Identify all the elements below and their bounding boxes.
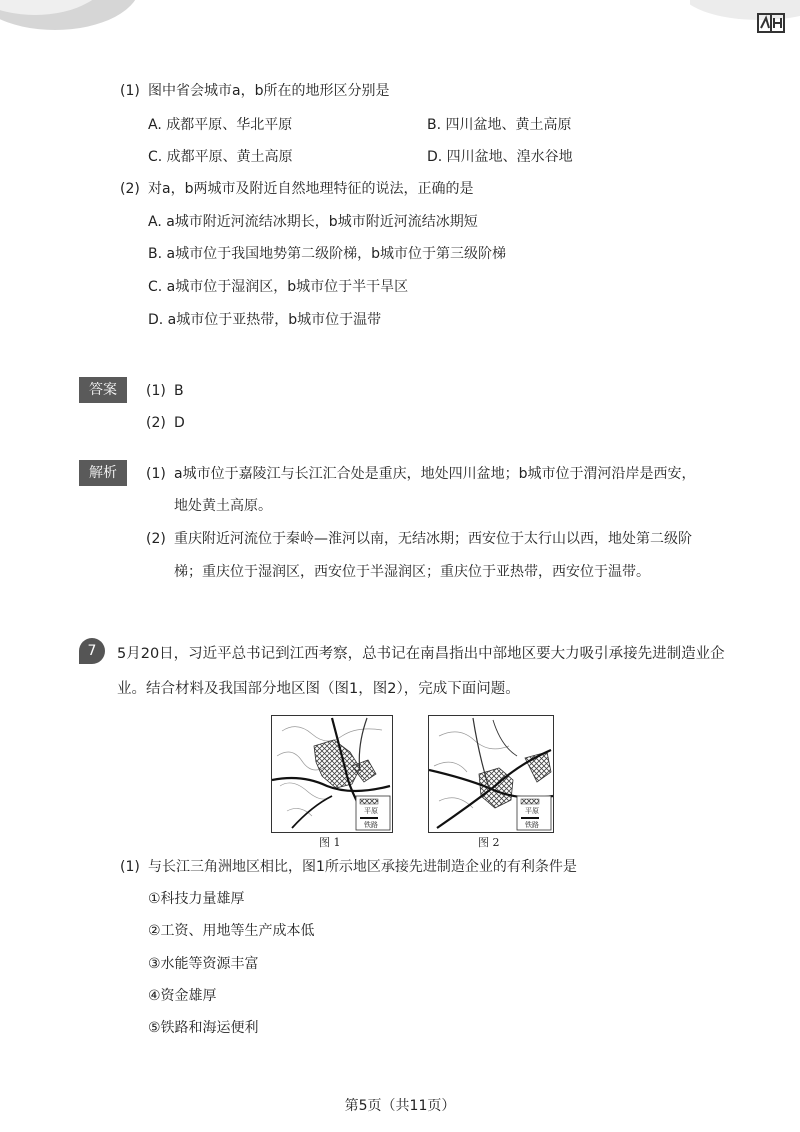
figure-1-legend-rail: 铁路	[364, 821, 378, 829]
figure-2-map	[428, 715, 554, 833]
q6-sub1-option-a[interactable]: A. 成都平原、华北平原	[148, 117, 293, 133]
q7-sub1-item: ②工资、用地等生产成本低	[148, 923, 315, 939]
analysis-2-line-2: 梯；重庆位于湿润区，西安位于半湿润区；重庆位于亚热带，西安位于温带。	[174, 564, 650, 580]
answer-2-number: (2)	[146, 415, 166, 431]
analysis-1-line-1: a城市位于嘉陵江与长江汇合处是重庆，地处四川盆地；b城市位于渭河沿岸是西安，	[174, 466, 696, 482]
figure-1-caption: 图 1	[319, 836, 341, 849]
figure-1-legend-plain: 平原	[364, 807, 378, 815]
question-7-badge: 7	[79, 638, 105, 664]
analysis-1-line-2: 地处黄土高原。	[174, 498, 272, 514]
q7-sub1-item: ③水能等资源丰富	[148, 956, 259, 972]
q6-sub1-option-c[interactable]: C. 成都平原、黄土高原	[148, 149, 293, 165]
q6-sub2-option-d[interactable]: D. a城市位于亚热带，b城市位于温带	[148, 312, 382, 328]
corner-decoration	[0, 0, 140, 40]
q6-sub2-number: (2)	[120, 181, 140, 197]
q6-sub1-option-b[interactable]: B. 四川盆地、黄土高原	[427, 117, 572, 133]
answer-1-number: (1)	[146, 383, 166, 399]
figure-1-map	[271, 715, 393, 833]
q7-stem-line-2: 业。结合材料及我国部分地区图（图1，图2），完成下面问题。	[117, 681, 520, 697]
answer-tag: 答案	[79, 377, 127, 403]
q7-sub1-item: ④资金雄厚	[148, 988, 217, 1004]
answer-2-value: D	[174, 415, 185, 431]
analysis-2-number: (2)	[146, 531, 166, 547]
page-footer: 第5页（共11页）	[344, 1098, 456, 1114]
figure-2-legend-plain: 平原	[525, 807, 539, 815]
q6-sub1-stem: 图中省会城市a，b所在的地形区分别是	[148, 83, 390, 99]
q6-sub2-stem: 对a，b两城市及附近自然地理特征的说法，正确的是	[148, 181, 474, 197]
q6-sub2-option-b[interactable]: B. a城市位于我国地势第二级阶梯，b城市位于第三级阶梯	[148, 246, 506, 262]
answer-1-value: B	[174, 383, 184, 399]
analysis-1-number: (1)	[146, 466, 166, 482]
analysis-tag: 解析	[79, 460, 127, 486]
book-logo-icon	[757, 12, 785, 34]
q6-sub1-number: (1)	[120, 83, 140, 99]
q7-sub1-number: (1)	[120, 859, 140, 875]
q7-sub1-stem: 与长江三角洲地区相比，图1所示地区承接先进制造企业的有利条件是	[148, 859, 577, 875]
q6-sub2-option-c[interactable]: C. a城市位于湿润区，b城市位于半干旱区	[148, 279, 409, 295]
q7-sub1-item: ⑤铁路和海运便利	[148, 1020, 259, 1036]
figure-2-legend-rail: 铁路	[525, 821, 539, 829]
figure-2-caption: 图 2	[478, 836, 500, 849]
analysis-2-line-1: 重庆附近河流位于秦岭—淮河以南，无结冰期；西安位于太行山以西，地处第二级阶	[174, 531, 692, 547]
q7-sub1-item: ①科技力量雄厚	[148, 891, 245, 907]
q6-sub1-option-d[interactable]: D. 四川盆地、湟水谷地	[427, 149, 573, 165]
q6-sub2-option-a[interactable]: A. a城市附近河流结冰期长，b城市附近河流结冰期短	[148, 214, 478, 230]
q7-stem-line-1: 5月20日，习近平总书记到江西考察，总书记在南昌指出中部地区要大力吸引承接先进制造业企	[117, 646, 725, 662]
